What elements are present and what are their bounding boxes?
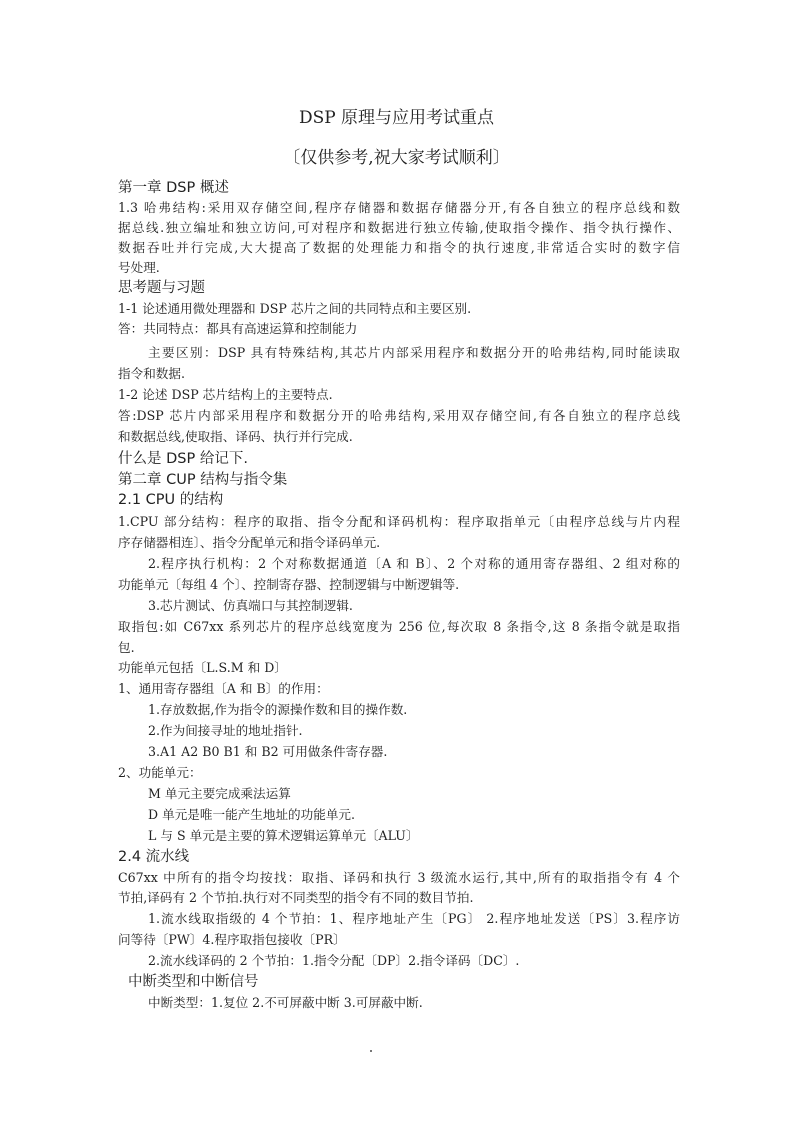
paragraph-line: 包. xyxy=(118,640,135,655)
paragraph-line: 1.流水线取指级的 4 个节拍：1、程序地址产生〔PG〕 2.程序地址发送〔PS〕3.程序访 xyxy=(148,911,680,926)
paragraph-line: 2.流水线译码的 2 个节拍：1.指令分配〔DP〕2.指令译码〔DC〕. xyxy=(148,953,520,968)
paragraph-line: 主要区别：DSP 具有特殊结构,其芯片内部采用程序和数据分开的哈弗结构,同时能读取 xyxy=(148,345,680,360)
paragraph-line: 序存储器相连〕、指令分配单元和指令译码单元. xyxy=(118,535,381,550)
section-heading: 2.4 流水线 xyxy=(118,849,190,865)
paragraph-line: 数据吞吐并行完成,大大提高了数据的处理能力和指令的执行速度,非常适合实时的数字信 xyxy=(118,240,680,255)
paragraph-line: 答：共同特点：都具有高速运算和控制能力 xyxy=(118,321,358,336)
document-subtitle: 〔仅供参考,祝大家考试顺利〕 xyxy=(283,148,510,168)
paragraph-line: 1.3 哈弗结构:采用双存储空间,程序存储器和数据存储器分开,有各自独立的程序总线和数 xyxy=(118,200,680,215)
list-item: 2.作为间接寻址的地址指针. xyxy=(148,723,303,738)
section-heading: 思考题与习题 xyxy=(118,280,205,296)
paragraph-line: 中断类型：1.复位 2.不可屏蔽中断 3.可屏蔽中断. xyxy=(148,995,423,1010)
list-item: 3.A1 A2 B0 B1 和 B2 可用做条件寄存器. xyxy=(148,744,388,759)
paragraph-line: 功能单元包括〔L.S.M 和 D〕 xyxy=(118,660,287,675)
paragraph-line: 2、功能单元： xyxy=(118,765,202,780)
paragraph-line: 1-2 论述 DSP 芯片结构上的主要特点. xyxy=(118,387,333,402)
list-item: M 单元主要完成乘法运算 xyxy=(148,786,291,801)
paragraph-line: 1.CPU 部分结构：程序的取指、指令分配和译码机构：程序取指单元〔由程序总线与片内程 xyxy=(118,514,680,529)
section-heading: 中断类型和中断信号 xyxy=(128,974,259,990)
paragraph-line: 1、通用寄存器组〔A 和 B〕的作用： xyxy=(118,681,329,696)
paragraph-line: 和数据总线,使取指、译码、执行并行完成. xyxy=(118,429,353,444)
paragraph-line: 指令和数据. xyxy=(118,366,185,381)
paragraph-line: 1-1 论述通用微处理器和 DSP 芯片之间的共同特点和主要区别. xyxy=(118,301,472,316)
chapter-heading: 第一章 DSP 概述 xyxy=(118,180,229,196)
section-heading: 2.1 CPU 的结构 xyxy=(118,492,224,508)
section-heading: 什么是 DSP 给记下. xyxy=(118,451,248,467)
paragraph-line: 答:DSP 芯片内部采用程序和数据分开的哈弗结构,采用双存储空间,有各自独立的程序总线 xyxy=(118,408,680,423)
paragraph-line: 据总线.独立编址和独立访问,可对程序和数据进行独立传输,使取指令操作、指令执行操作、 xyxy=(118,220,680,235)
list-item: 1.存放数据,作为指令的源操作数和目的操作数. xyxy=(148,702,408,717)
paragraph-line: 问等待〔PW〕4.程序取指包接收〔PR〕 xyxy=(118,932,346,947)
document-title: DSP 原理与应用考试重点 xyxy=(298,108,495,128)
paragraph-line: 2.程序执行机构：2 个对称数据通道〔A 和 B〕、2 个对称的通用寄存器组、2 组对称的 xyxy=(148,556,680,571)
paragraph-line: 节拍,译码有 2 个节拍.执行对不同类型的指令有不同的数目节拍. xyxy=(118,890,474,905)
paragraph-line: 3.芯片测试、仿真端口与其控制逻辑. xyxy=(148,598,353,613)
paragraph-line: 取指包:如 C67xx 系列芯片的程序总线宽度为 256 位,每次取 8 条指令,这 8 条指令就是取指 xyxy=(118,619,680,634)
list-item: D 单元是唯一能产生地址的功能单元. xyxy=(148,807,356,822)
paragraph-line: 号处理. xyxy=(118,260,160,275)
list-item: L 与 S 单元是主要的算术逻辑运算单元〔ALU〕 xyxy=(148,828,419,843)
paragraph-line: 功能单元〔每组 4 个〕、控制寄存器、控制逻辑与中断逻辑等. xyxy=(118,577,460,592)
chapter-heading: 第二章 CUP 结构与指令集 xyxy=(118,472,288,488)
paragraph-line: C67xx 中所有的指令均按找：取指、译码和执行 3 级流水运行,其中,所有的取指指令有 4 个 xyxy=(118,870,680,885)
footer-mark xyxy=(370,1050,372,1052)
